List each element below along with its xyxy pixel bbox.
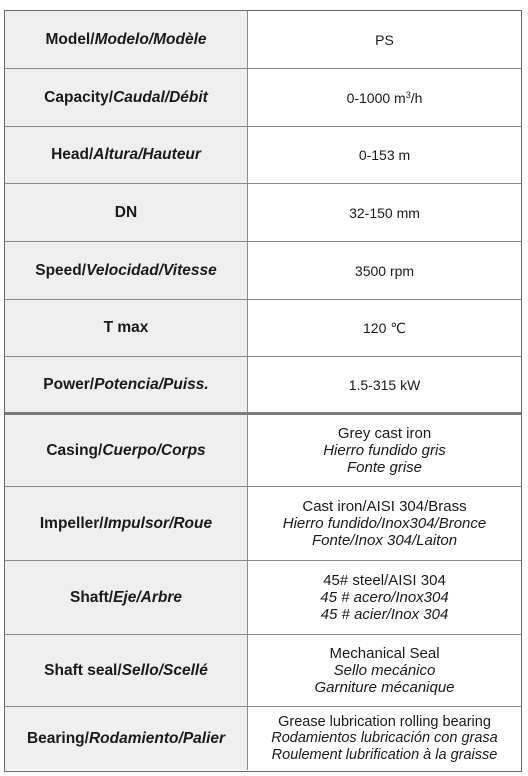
row-label: [5, 357, 248, 412]
label-main: Casing/: [46, 441, 103, 459]
table-row: [5, 635, 521, 707]
label-italic: Rodamiento/Palier: [88, 729, 226, 747]
row-label: [5, 11, 248, 68]
row-value: [248, 561, 521, 634]
label-italic: Impulsor/Roue: [103, 514, 213, 532]
label-main: T max: [103, 319, 149, 336]
value-line-en: Cast iron/AISI 304/Brass: [302, 498, 467, 515]
value-line-es: Rodamientos lubricación con grasa: [271, 730, 498, 747]
value-line-fr: Fonte grise: [346, 459, 423, 476]
label-main: Power/: [43, 375, 95, 393]
label-italic: Potencia/Puiss.: [94, 375, 209, 393]
value-text: 3500 rpm: [354, 262, 415, 279]
value-line-en: Grease lubrication rolling bearing: [278, 713, 491, 730]
label-main: Model/: [45, 30, 95, 48]
row-label: [5, 487, 248, 560]
label-italic: Sello/Scellé: [121, 661, 208, 679]
value-text: 120 ℃: [363, 319, 406, 336]
label-main: Speed/: [35, 261, 87, 279]
table-row: [5, 127, 521, 184]
table-row: [5, 561, 521, 635]
row-label: [5, 242, 248, 299]
label-italic: Caudal/Débit: [113, 88, 208, 106]
value-text: 1.5-315 kW: [348, 376, 421, 393]
row-value: [248, 242, 521, 299]
row-value: [248, 300, 521, 356]
row-label: [5, 127, 248, 183]
label-main: Capacity/: [44, 88, 114, 106]
table-row: [5, 184, 521, 242]
value-text: PS: [375, 31, 394, 48]
label-italic: Velocidad/Vitesse: [86, 261, 217, 279]
value-line-fr: 45 # acier/Inox 304: [320, 606, 449, 623]
row-value: [248, 707, 521, 770]
row-label: [5, 561, 248, 634]
value-text: [347, 90, 423, 106]
table-row: [5, 415, 521, 487]
spec-table: [4, 10, 522, 772]
row-value: [248, 127, 521, 183]
row-label: [5, 635, 248, 706]
label-italic: Modelo/Modèle: [94, 30, 207, 48]
label-italic: Altura/Hauteur: [93, 146, 201, 163]
table-row: [5, 300, 521, 357]
label-main: Head/: [51, 146, 94, 163]
row-label: [5, 707, 248, 770]
row-label: [5, 184, 248, 241]
row-value: [248, 184, 521, 241]
row-value: [248, 487, 521, 560]
table-row: [5, 707, 521, 770]
row-value: [248, 11, 521, 68]
value-line-en: Grey cast iron: [337, 425, 432, 442]
table-row: [5, 69, 521, 127]
row-value: [248, 357, 521, 412]
value-line-es: 45 # acero/Inox304: [320, 589, 449, 606]
value-line-es: Hierro fundido/Inox304/Bronce: [282, 515, 487, 532]
table-row: [5, 11, 521, 69]
row-label: [5, 415, 248, 486]
row-value: [248, 415, 521, 486]
row-value: [248, 635, 521, 706]
value-text: 32-150 mm: [349, 204, 420, 221]
row-label: [5, 69, 248, 126]
value-superscript: 3: [405, 89, 411, 100]
label-main: Bearing/: [26, 729, 89, 747]
value-line-es: Hierro fundido gris: [323, 442, 446, 459]
value-line-en: 45# steel/AISI 304: [323, 572, 446, 589]
label-main: Impeller/: [39, 514, 104, 532]
value-number: 0-1000 m: [346, 89, 406, 106]
row-value: [248, 69, 521, 126]
label-main: DN: [114, 203, 138, 221]
label-italic: Eje/Arbre: [113, 588, 182, 606]
label-italic: Cuerpo/Corps: [102, 441, 206, 459]
label-main: Shaft/: [70, 588, 114, 606]
label-main: Shaft seal/: [44, 661, 122, 679]
value-line-es: Sello mecánico: [333, 662, 436, 679]
value-line-fr: Roulement lubrification à la graisse: [271, 746, 498, 763]
value-suffix: /h: [410, 89, 423, 106]
table-row: [5, 487, 521, 561]
value-line-en: Mechanical Seal: [329, 645, 440, 662]
value-text: 0-153 m: [358, 147, 411, 163]
value-line-fr: Garniture mécanique: [314, 679, 455, 696]
row-label: [5, 300, 248, 356]
value-line-fr: Fonte/Inox 304/Laiton: [311, 532, 458, 549]
table-row: [5, 357, 521, 415]
table-row: [5, 242, 521, 300]
